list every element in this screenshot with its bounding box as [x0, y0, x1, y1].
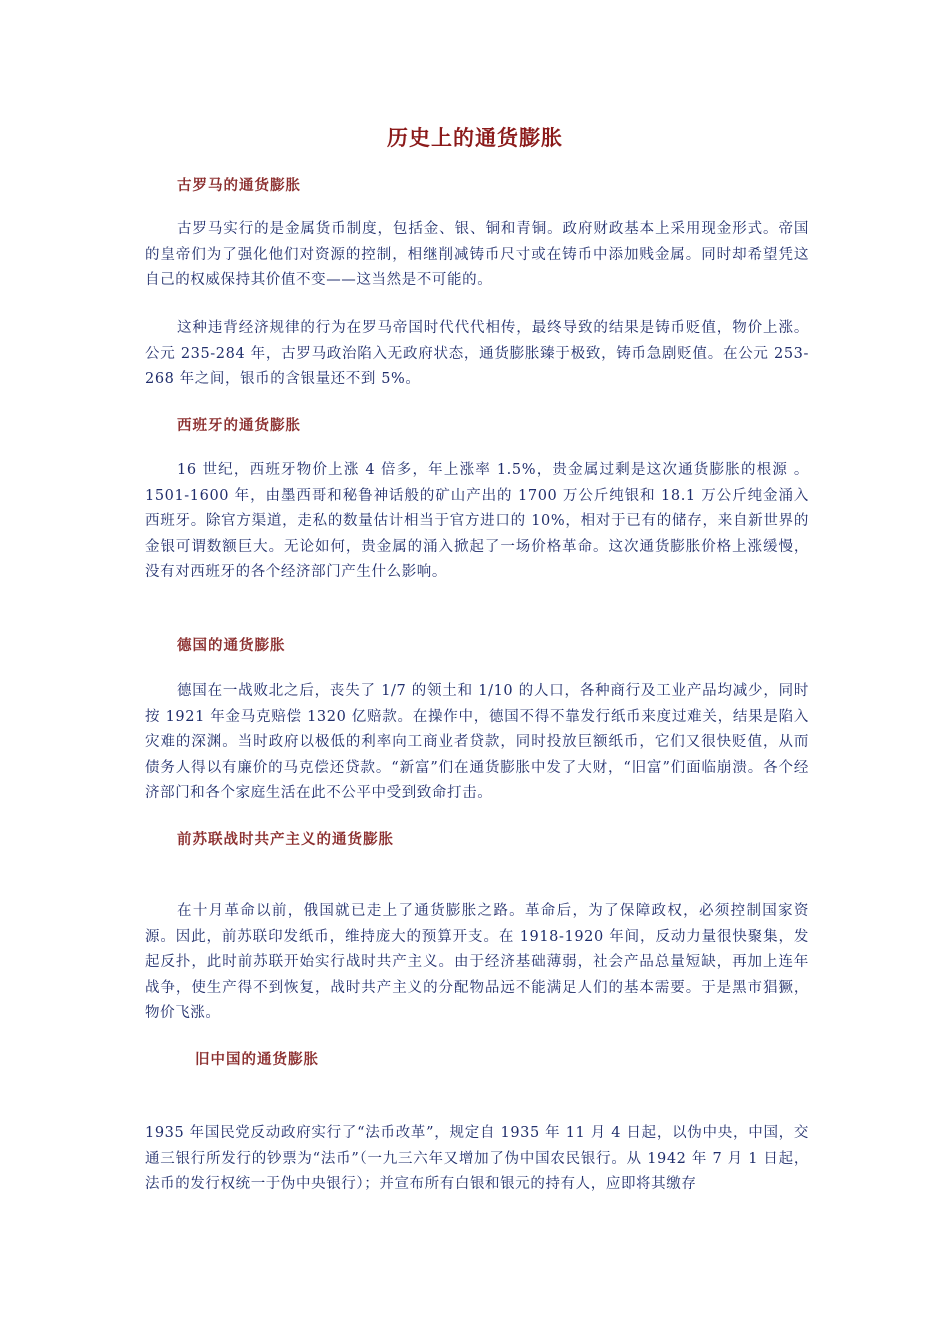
section-heading-spain: 西班牙的通货膨胀 [177, 417, 301, 434]
paragraph-rome-1: 古罗马实行的是金属货币制度，包括金、银、铜和青铜。政府财政基本上采用现金形式。帝国的皇帝们为了强化他们对资源的控制，相继削减铸币尺寸或在铸币中添加贱金属。同时却希望凭这自己的权威保持其价值不变——这当然是不可能的。 [145, 221, 809, 288]
paragraph-germany-1: 德国在一战败北之后，丧失了 1/7 的领土和 1/10 的人口，各种商行及工业产品均减少，同时按 1921 年金马克赔偿 1320 亿赔款。在操作中，德国不得不靠发行纸币来度过难关，结果是陷入灾难的深渊。当时政府以极低的利率向工商业者贷款，同时投放巨额纸币，它们又很快贬值，从而债务人得以有廉价的马克偿还贷款。“新富”们在通货膨胀中发了大财，“旧富”们面临崩溃。各个经济部门和各个家庭生活在此不公平中受到致命打击。 [145, 683, 809, 801]
paragraph-rome-2: 这种违背经济规律的行为在罗马帝国时代代代相传，最终导致的结果是铸币贬值，物价上涨。公元 235-284 年，古罗马政治陷入无政府状态，通货膨胀臻于极致，铸币急剧贬值。在公元 253-268 年之间，银币的含银量还不到 5%。 [145, 320, 809, 387]
section-heading-rome: 古罗马的通货膨胀 [177, 177, 301, 194]
paragraph-soviet-1: 在十月革命以前，俄国就已走上了通货膨胀之路。革命后，为了保障政权，必须控制国家资源。因此，前苏联印发纸币，维持庞大的预算开支。在 1918-1920 年间，反动力量很快聚集，发起反扑，此时前苏联开始实行战时共产主义。由于经济基础薄弱，社会产品总量短缺，再加上连年战争，使生产得不到恢复，战时共产主义的分配物品远不能满足人们的基本需要。于是黑市猖獗，物价飞涨。 [145, 903, 809, 1021]
paragraph-old-china-1: 1935 年国民党反动政府实行了“法币改革”，规定自 1935 年 11 月 4 日起，以伪中央，中国，交通三银行所发行的钞票为“法币”（一九三六年又增加了伪中国农民银行。从 1942 年 7 月 1 日起，法币的发行权统一于伪中央银行）；并宣布所有白银和银元的持有人，应即将其缴存 [145, 1125, 809, 1192]
section-heading-germany: 德国的通货膨胀 [177, 637, 286, 654]
section-heading-old-china: 旧中国的通货膨胀 [195, 1051, 319, 1068]
paragraph-spain-1: 16 世纪，西班牙物价上涨 4 倍多，年上涨率 1.5%，贵金属过剩是这次通货膨胀的根源 。1501-1600 年，由墨西哥和秘鲁神话般的矿山产出的 1700 万公斤纯银和 18.1 万公斤纯金涌入西班牙。除官方渠道，走私的数量估计相当于官方进口的 10%，相对于已有的储存，来自新世界的金银可谓数额巨大。无论如何，贵金属的涌入掀起了一场价格革命。这次通货膨胀价格上涨缓慢，没有对西班牙的各个经济部门产生什么影响。 [145, 462, 809, 580]
section-heading-soviet: 前苏联战时共产主义的通货膨胀 [177, 831, 394, 848]
document-title: 历史上的通货膨胀 [387, 125, 563, 150]
